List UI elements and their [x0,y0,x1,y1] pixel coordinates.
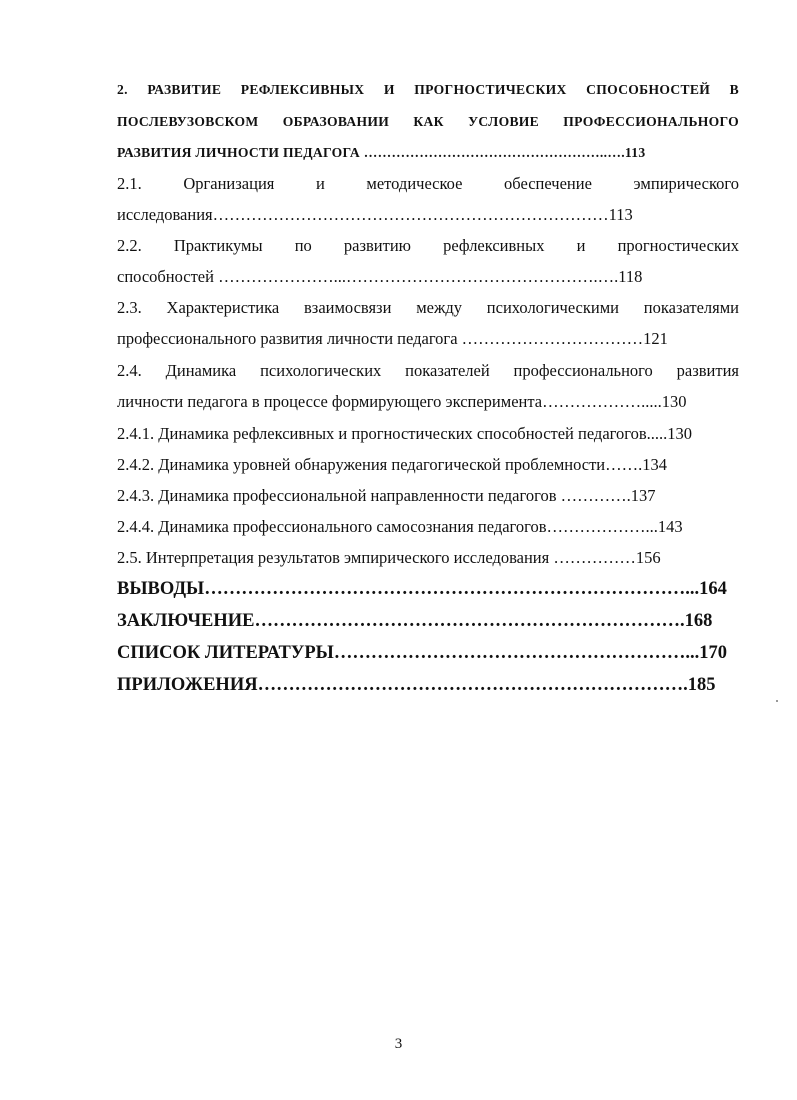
toc-entry-2-2-line-1: 2.2. Практикумы по развитию рефлексивных и прогностических [117,236,739,255]
toc-entry-2-4-2: 2.4.2. Динамика уровней обнаружения педагогической проблемности…….134 [117,455,668,474]
toc-entry-2-4-line-1: 2.4. Динамика психологических показателей профессионального развития [117,361,739,380]
toc-heading-line-3: РАЗВИТИЯ ЛИЧНОСТИ ПЕДАГОГА ……………………………………………..….113 [117,145,646,160]
toc-entry-2-4-line-2: личности педагога в процессе формирующего эксперимента……………….....130 [117,392,687,411]
toc-heading-line-2: ПОСЛЕВУЗОВСКОМ ОБРАЗОВАНИИ КАК УСЛОВИЕ ПРОФЕССИОНАЛЬНОГО [117,114,739,129]
toc-entry-references: СПИСОК ЛИТЕРАТУРЫ…………………………………………………...170 [117,643,727,663]
toc-entry-2-4-3: 2.4.3. Динамика профессиональной направленности педагогов ………….137 [117,486,656,505]
toc-entry-appendices: ПРИЛОЖЕНИЯ…………………………………………………………….185 [117,675,716,695]
toc-entry-2-5: 2.5. Интерпретация результатов эмпирического исследования ……………156 [117,548,661,567]
toc-entry-2-3-line-2: профессионального развития личности педагога ……………………………121 [117,329,668,348]
toc-entry-2-3-line-1: 2.3. Характеристика взаимосвязи между психологическими показателями [117,298,739,317]
toc-entry-2-4-1: 2.4.1. Динамика рефлексивных и прогностических способностей педагогов.....130 [117,424,693,443]
page-number: 3 [394,1036,403,1052]
scan-speck [776,700,778,702]
toc-entry-2-4-4: 2.4.4. Динамика профессионального самосознания педагогов………………...143 [117,517,683,536]
toc-entry-2-1-line-2: исследования………………………………………………………………113 [117,205,633,224]
toc-entry-2-2-line-2: способностей …………………...……………………………………….….118 [117,267,643,286]
toc-entry-conclusions: ВЫВОДЫ……………………………………………………………………...164 [117,579,727,599]
toc-entry-2-1-line-1: 2.1. Организация и методическое обеспечение эмпирического [117,174,739,193]
toc-heading-line-1: 2. РАЗВИТИЕ РЕФЛЕКСИВНЫХ И ПРОГНОСТИЧЕСКИХ СПОСОБНОСТЕЙ В [117,82,739,97]
toc-entry-closing: ЗАКЛЮЧЕНИЕ…………………………………………………………….168 [117,611,713,631]
